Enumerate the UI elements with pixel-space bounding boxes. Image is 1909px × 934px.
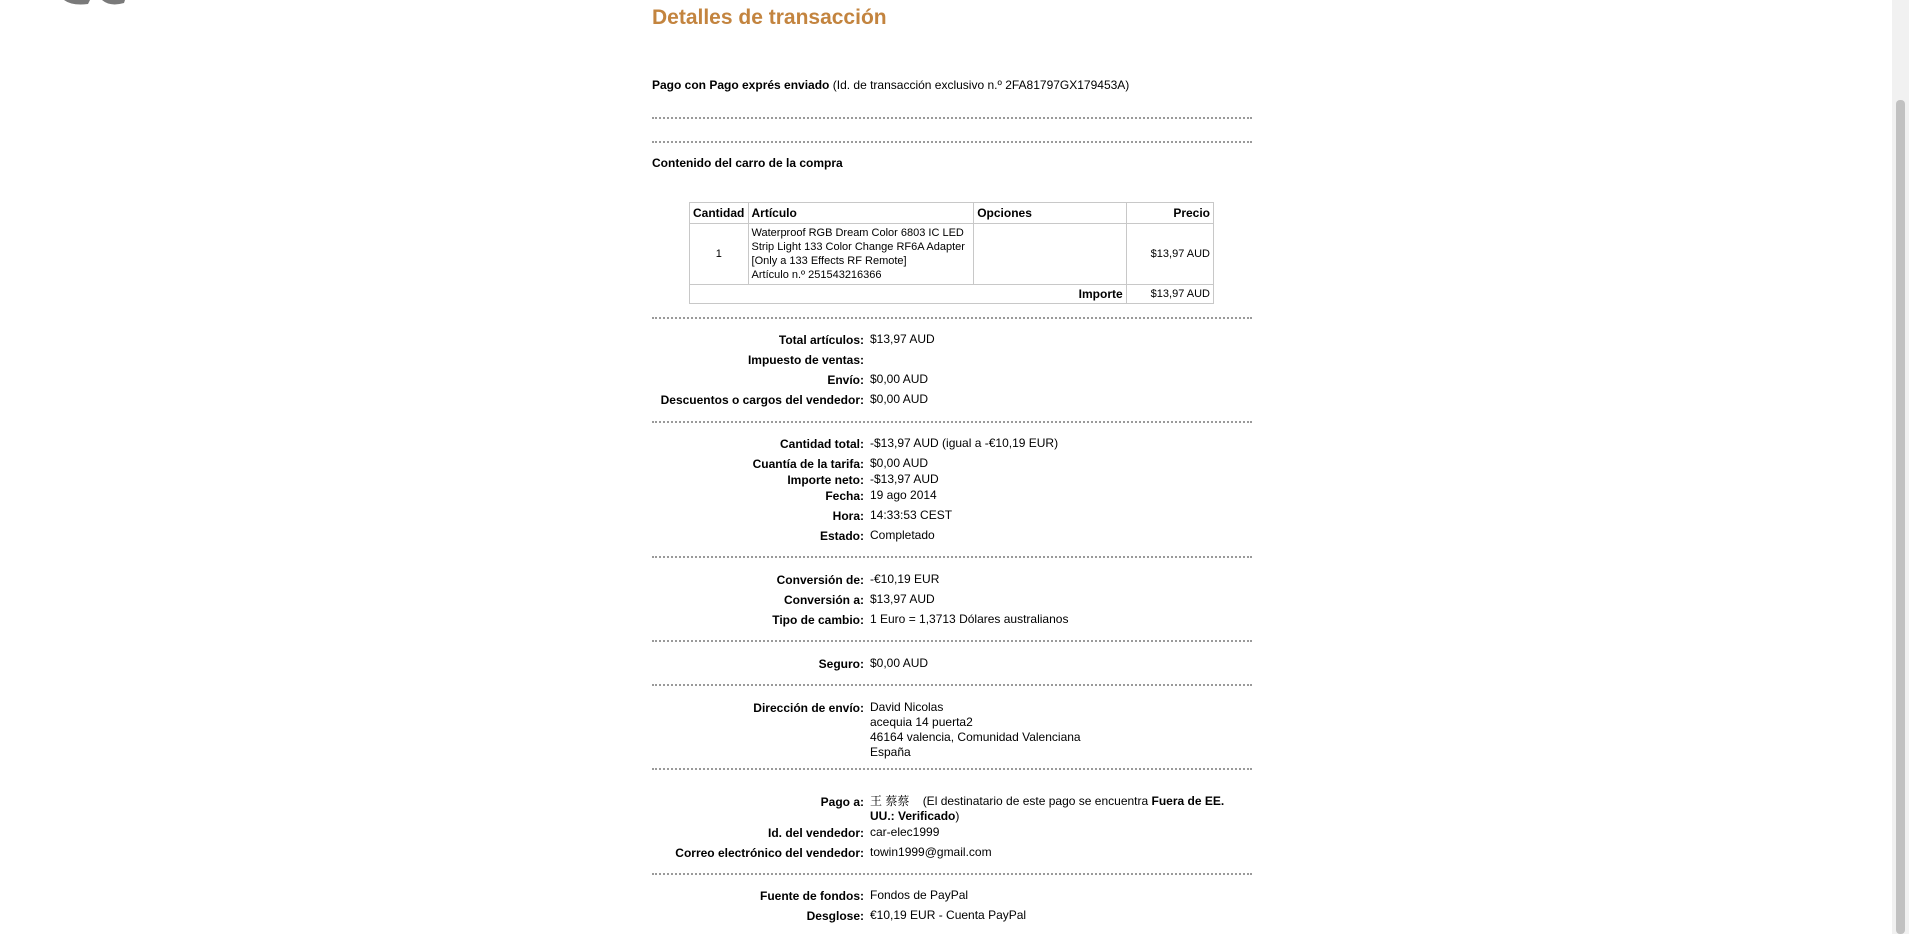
address-city: 46164 valencia, Comunidad Valenciana	[870, 730, 1081, 744]
value-funding-source: Fondos de PayPal	[870, 888, 969, 902]
label-total-amount: Cantidad total:	[780, 437, 864, 451]
label-total-items: Total artículos:	[778, 333, 864, 347]
label-time: Hora:	[832, 509, 864, 523]
label-shipping: Envío:	[827, 373, 864, 387]
transaction-id: (Id. de transacción exclusivo n.º 2FA81797GX179453A)	[832, 78, 1130, 92]
label-exchange-rate: Tipo de cambio:	[772, 613, 864, 627]
value-exchange-rate: 1 Euro = 1,3713 Dólares australianos	[870, 612, 1069, 626]
value-total-amount: -$13,97 AUD (igual a -€10,19 EUR)	[870, 436, 1059, 450]
shipping-address	[870, 700, 1081, 760]
divider	[652, 141, 1252, 143]
value-status: Completado	[870, 528, 935, 542]
transaction-type: Pago con Pago exprés enviado	[652, 78, 830, 92]
value-conversion-to: $13,97 AUD	[870, 592, 935, 606]
value-fee: $0,00 AUD	[870, 456, 929, 470]
value-discounts: $0,00 AUD	[870, 392, 929, 406]
divider	[652, 768, 1252, 770]
divider	[652, 117, 1252, 119]
label-fee: Cuantía de la tarifa:	[752, 457, 864, 471]
col-qty: Cantidad	[690, 203, 749, 224]
divider	[652, 317, 1252, 319]
value-date: 19 ago 2014	[870, 488, 937, 502]
table-row	[690, 224, 1214, 285]
label-conversion-from: Conversión de:	[776, 573, 864, 587]
page-title: Detalles de transacción	[652, 6, 887, 29]
label-seller-email: Correo electrónico del vendedor:	[675, 846, 864, 860]
item-title-line[interactable]: Strip Light 133 Color Change RF6A Adapter	[751, 241, 965, 253]
divider	[652, 873, 1252, 875]
divider	[652, 640, 1252, 642]
value-total-items: $13,97 AUD	[870, 332, 935, 346]
value-breakdown: €10,19 EUR - Cuenta PayPal	[870, 908, 1027, 922]
value-seller-email: towin1999@gmail.com	[870, 845, 992, 859]
divider	[652, 684, 1252, 686]
value-insurance: $0,00 AUD	[870, 656, 929, 670]
item-title-line[interactable]: Waterproof RGB Dream Color 6803 IC LED	[751, 227, 964, 239]
label-sales-tax: Impuesto de ventas:	[747, 353, 864, 367]
label-conversion-to: Conversión a:	[783, 593, 864, 607]
row-options	[974, 224, 1126, 285]
cart-header-row	[690, 203, 1214, 224]
cart-table	[689, 202, 1214, 304]
value-conversion-from: -€10,19 EUR	[870, 572, 940, 586]
label-shipping-address: Dirección de envío:	[753, 701, 864, 715]
label-seller-id: Id. del vendedor:	[767, 826, 864, 840]
cart-total-value: $13,97 AUD	[1126, 285, 1213, 304]
value-time: 14:33:53 CEST	[870, 508, 953, 522]
value-shipping: $0,00 AUD	[870, 372, 929, 386]
col-options: Opciones	[974, 203, 1126, 224]
payee-note-suffix: )	[955, 809, 960, 823]
vertical-scrollbar[interactable]	[1892, 0, 1909, 934]
row-price: $13,97 AUD	[1126, 224, 1213, 285]
cart-total-row	[690, 285, 1214, 304]
logo-fragment-icon	[62, 0, 132, 6]
cart-heading: Contenido del carro de la compra	[652, 156, 843, 170]
payee-note-prefix: (El destinatario de este pago se encuentra	[922, 794, 1149, 808]
label-insurance: Seguro:	[818, 657, 864, 671]
value-seller-id: car-elec1999	[870, 825, 940, 839]
scrollbar-thumb[interactable]	[1896, 100, 1905, 934]
address-street: acequia 14 puerta2	[870, 715, 973, 729]
payee-verified: Verificado	[898, 809, 956, 823]
label-funding-source: Fuente de fondos:	[760, 889, 864, 903]
address-name: David Nicolas	[870, 700, 944, 714]
address-country: España	[870, 745, 911, 759]
col-item: Artículo	[748, 203, 974, 224]
transaction-line	[652, 78, 1129, 92]
label-status: Estado:	[819, 529, 864, 543]
label-date: Fecha:	[825, 489, 864, 503]
item-number: Artículo n.º 251543216366	[751, 269, 882, 281]
cart-total-label: Importe	[690, 285, 1127, 304]
label-net: Importe neto:	[787, 473, 864, 487]
payee-location: Fuera de EE. UU.:	[870, 794, 1225, 823]
label-discounts: Descuentos o cargos del vendedor:	[660, 393, 864, 407]
col-price: Precio	[1126, 203, 1213, 224]
payee-name: 王 蔡蔡	[870, 794, 910, 808]
row-qty: 1	[690, 224, 749, 285]
divider	[652, 421, 1252, 423]
payee-info	[870, 794, 1252, 824]
item-title-line[interactable]: [Only a 133 Effects RF Remote]	[751, 255, 907, 267]
label-payee: Pago a:	[820, 795, 864, 809]
value-net: -$13,97 AUD	[870, 472, 939, 486]
divider	[652, 556, 1252, 558]
label-breakdown: Desglose:	[806, 909, 864, 923]
row-item	[748, 224, 974, 285]
